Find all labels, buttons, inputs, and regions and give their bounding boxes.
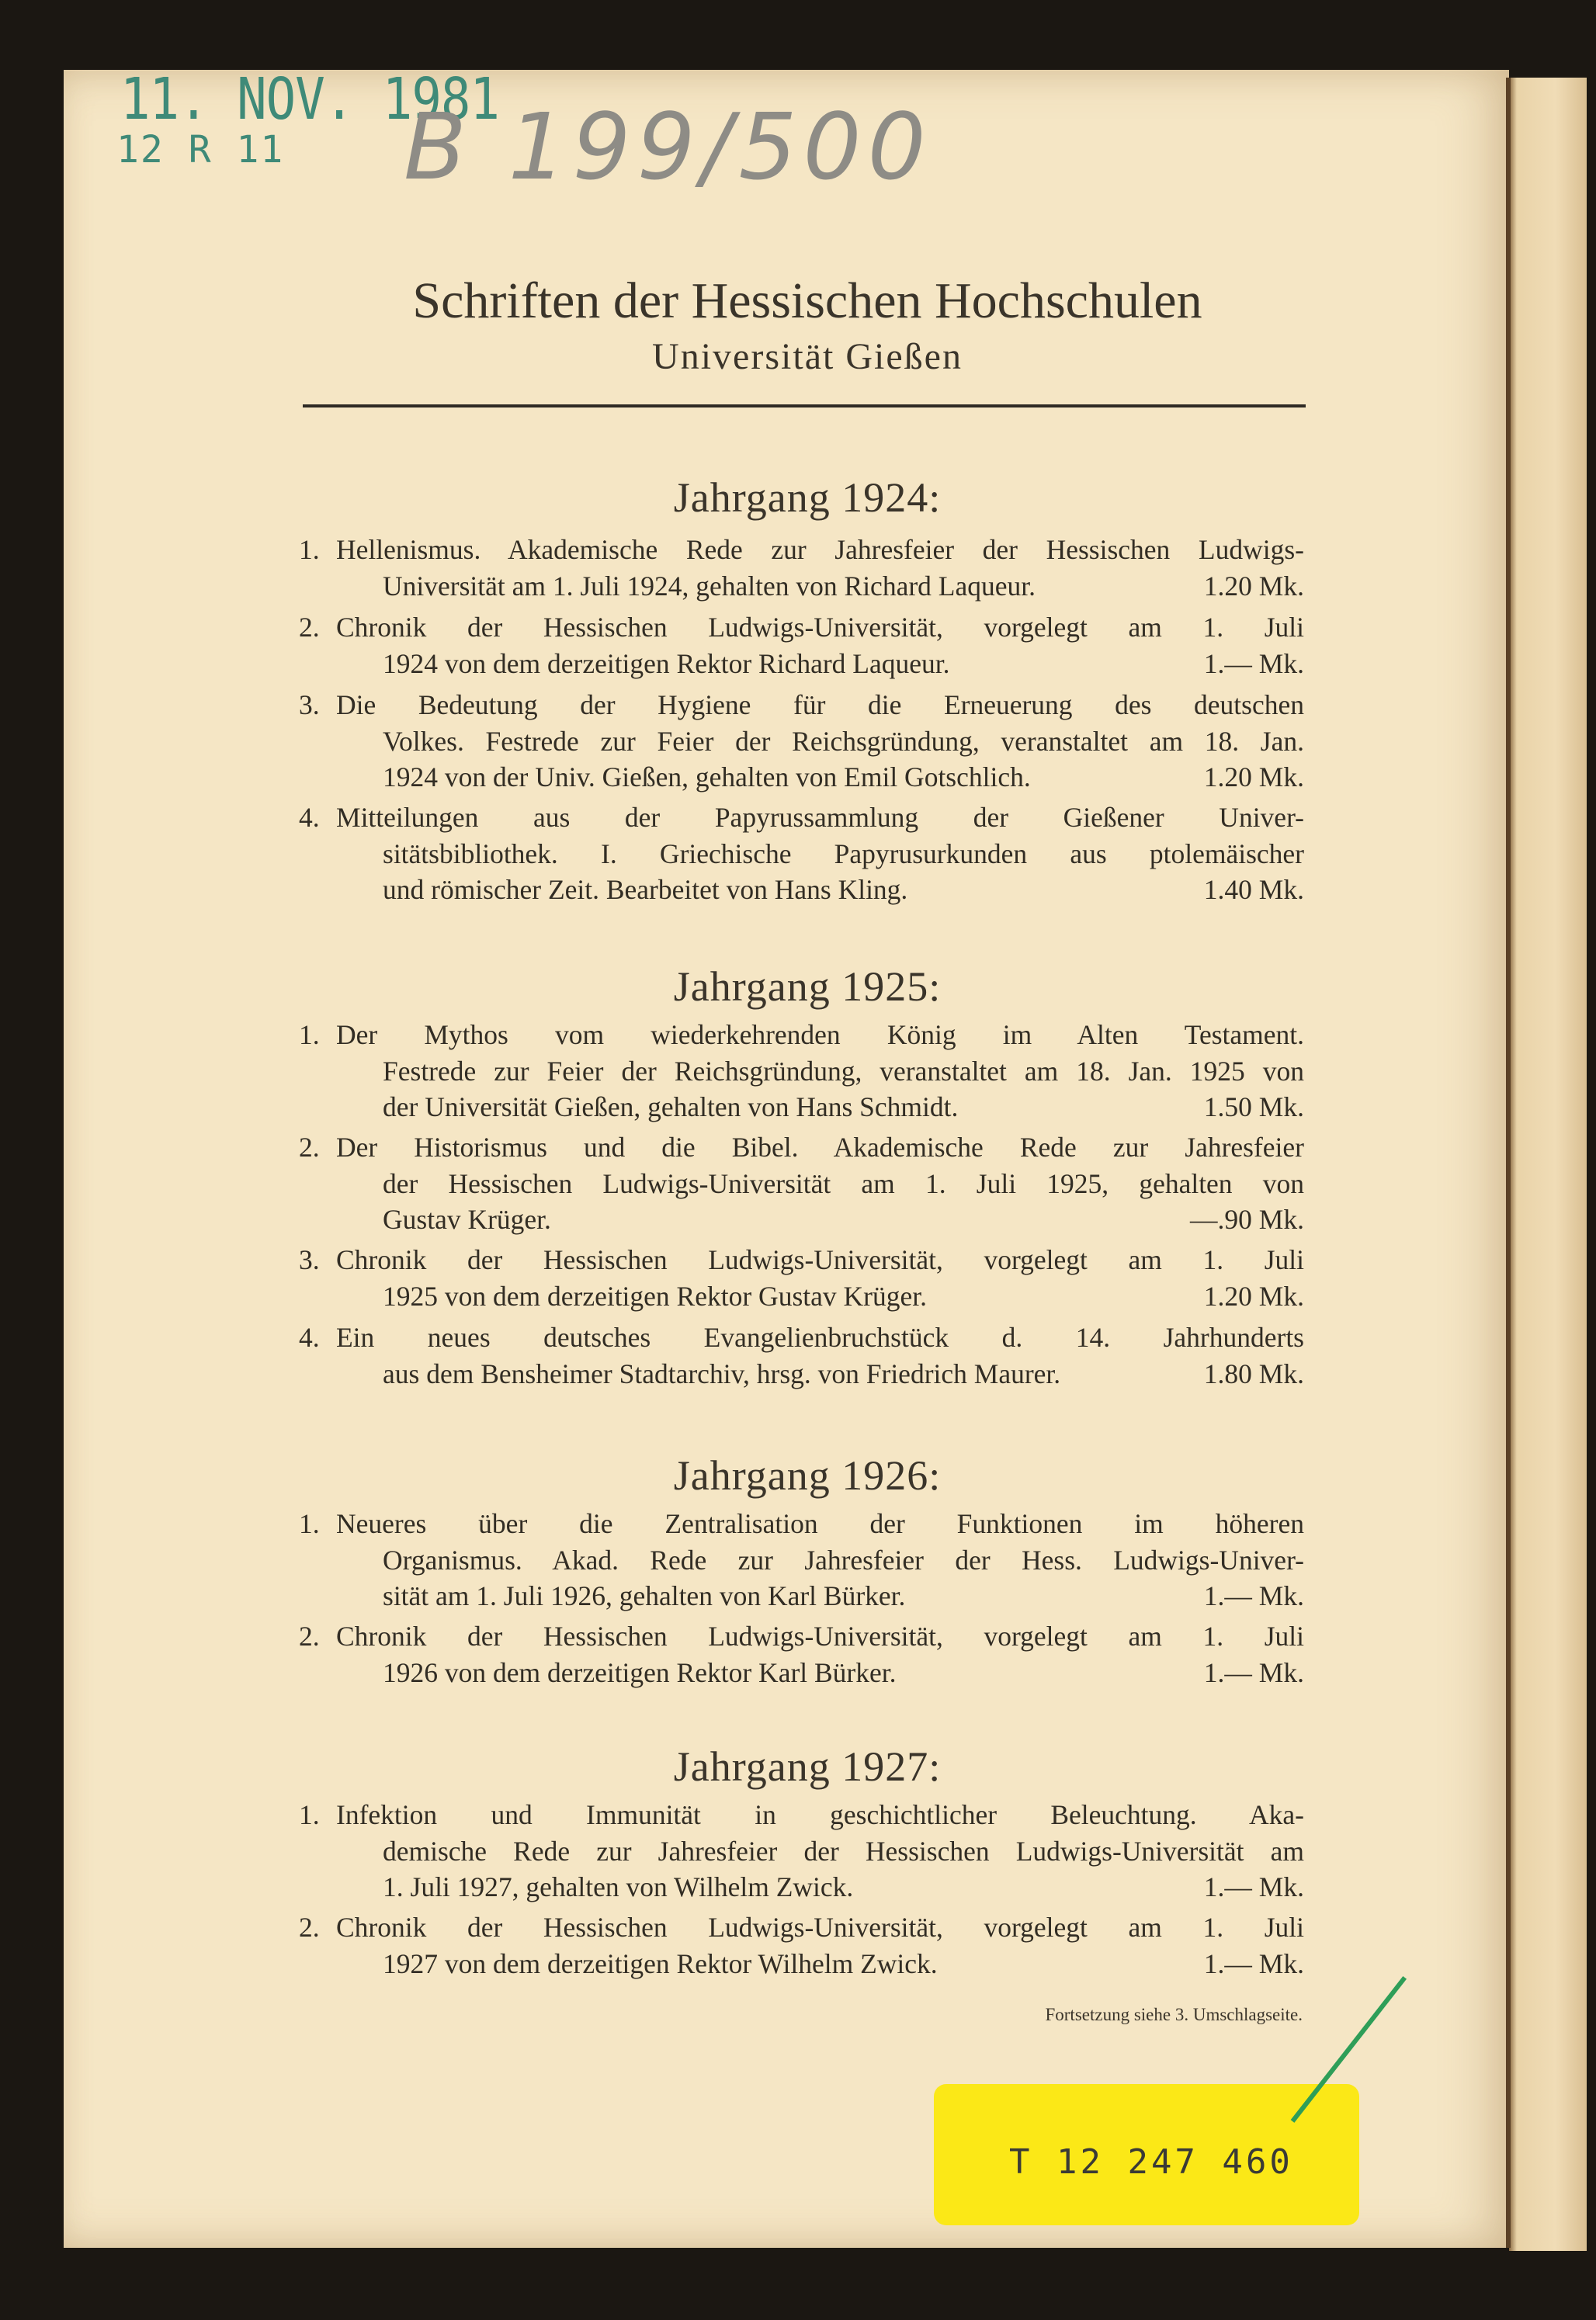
library-code-stamp: 12 R 11 — [116, 128, 285, 172]
entry-text-line: Ein neues deutsches Evangelienbruchstück d. 14. Jahrhunderts — [336, 1322, 1304, 1353]
entry-number: 2. — [299, 1132, 320, 1163]
entry-price: 1.50 Mk. — [1203, 1091, 1304, 1122]
catalog-entry — [299, 1242, 1304, 1314]
entry-text-line: und römischer Zeit. Bearbeitet von Hans Kling. 1.40 Mk. — [383, 872, 1304, 908]
entry-price: 1.— Mk. — [1203, 1580, 1304, 1611]
entry-text-line: Festrede zur Feier der Reichsgründung, veranstaltet am 18. Jan. 1925 von — [383, 1055, 1304, 1087]
title-rule — [303, 404, 1306, 407]
entry-number: 1. — [299, 1799, 320, 1830]
next-page-edge — [1509, 78, 1587, 2251]
catalog-entry — [299, 1797, 1304, 1906]
catalog-entry — [299, 799, 1304, 908]
entry-price: —.90 Mk. — [1190, 1204, 1304, 1235]
catalog-entry — [299, 1618, 1304, 1691]
page-title: Schriften der Hessischen Hochschulen — [412, 272, 1202, 329]
entry-price: 1.80 Mk. — [1203, 1358, 1304, 1389]
entry-number: 2. — [299, 612, 320, 643]
entry-text-line: demische Rede zur Jahresfeier der Hessischen Ludwigs-Universität am — [383, 1835, 1304, 1867]
entry-text-line: Chronik der Hessischen Ludwigs-Universität, vorgelegt am 1. Juli — [336, 1244, 1304, 1275]
entry-text-line: Infektion und Immunität in geschichtlicher Beleuchtung. Aka- — [336, 1799, 1304, 1830]
section-year-heading: Jahrgang 1926: — [673, 1452, 942, 1499]
entry-text-line: der Universität Gießen, gehalten von Hans Schmidt. 1.50 Mk. — [383, 1089, 1304, 1125]
entry-text-line: Chronik der Hessischen Ludwigs-Universität, vorgelegt am 1. Juli — [336, 612, 1304, 643]
entry-text-line: Universität am 1. Juli 1924, gehalten von Richard Laqueur. 1.20 Mk. — [383, 568, 1304, 605]
entry-text-line: Die Bedeutung der Hygiene für die Erneuerung des deutschen — [336, 689, 1304, 720]
library-date-stamp: 11. NOV. 1981 — [120, 67, 499, 134]
entry-number: 3. — [299, 1244, 320, 1275]
entry-text-line: Hellenismus. Akademische Rede zur Jahresfeier der Hessischen Ludwigs- — [336, 534, 1304, 565]
catalog-entry — [299, 1017, 1304, 1125]
entry-text-line: Der Mythos vom wiederkehrenden König im Alten Testament. — [336, 1019, 1304, 1050]
section-year-heading: Jahrgang 1927: — [673, 1743, 942, 1790]
entry-number: 4. — [299, 1322, 320, 1353]
page-spine — [1506, 78, 1511, 2248]
entry-text-line: der Hessischen Ludwigs-Universität am 1. Juli 1925, gehalten von — [383, 1167, 1304, 1199]
entry-text-line: Organismus. Akad. Rede zur Jahresfeier der Hess. Ludwigs-Univer- — [383, 1544, 1304, 1576]
entry-text-line: 1926 von dem derzeitigen Rektor Karl Bürker. 1.— Mk. — [383, 1655, 1304, 1691]
entry-price: 1.20 Mk. — [1203, 1280, 1304, 1312]
entry-text-line: 1924 von der Univ. Gießen, gehalten von Emil Gotschlich. 1.20 Mk. — [383, 759, 1304, 796]
entry-text-line: sitätsbibliothek. I. Griechische Papyrusurkunden aus ptolemäischer — [383, 837, 1304, 869]
entry-number: 2. — [299, 1621, 320, 1652]
entry-text-line: Gustav Krüger. —.90 Mk. — [383, 1202, 1304, 1238]
entry-text-line: Chronik der Hessischen Ludwigs-Universität, vorgelegt am 1. Juli — [336, 1912, 1304, 1943]
catalog-entry — [299, 687, 1304, 796]
entry-number: 3. — [299, 689, 320, 720]
entry-text-line: 1. Juli 1927, gehalten von Wilhelm Zwick. 1.— Mk. — [383, 1869, 1304, 1906]
catalog-entry — [299, 609, 1304, 681]
handwritten-shelfmark: B 199/500 — [404, 93, 932, 200]
entry-text-line: 1924 von dem derzeitigen Rektor Richard Laqueur. 1.— Mk. — [383, 646, 1304, 682]
entry-number: 1. — [299, 1019, 320, 1050]
section-year-heading: Jahrgang 1925: — [673, 963, 942, 1010]
entry-price: 1.20 Mk. — [1203, 761, 1304, 792]
entry-price: 1.— Mk. — [1203, 647, 1304, 679]
catalog-entry — [299, 532, 1304, 604]
entry-price: 1.20 Mk. — [1203, 570, 1304, 602]
entry-price: 1.— Mk. — [1203, 1871, 1304, 1902]
catalog-entry — [299, 1506, 1304, 1614]
entry-text-line: Chronik der Hessischen Ludwigs-Universität, vorgelegt am 1. Juli — [336, 1621, 1304, 1652]
label-number: T 12 247 460 — [1009, 2142, 1293, 2182]
entry-number: 2. — [299, 1912, 320, 1943]
section-year-heading: Jahrgang 1924: — [673, 474, 942, 521]
entry-price: 1.40 Mk. — [1203, 874, 1304, 905]
catalog-entry — [299, 1320, 1304, 1392]
entry-price: 1.— Mk. — [1203, 1947, 1304, 1979]
entry-number: 4. — [299, 802, 320, 833]
entry-text-line: Neueres über die Zentralisation der Funktionen im höheren — [336, 1508, 1304, 1539]
catalog-entry — [299, 1909, 1304, 1982]
entry-text-line: 1925 von dem derzeitigen Rektor Gustav Krüger. 1.20 Mk. — [383, 1278, 1304, 1315]
entry-number: 1. — [299, 1508, 320, 1539]
entry-text-line: Volkes. Festrede zur Feier der Reichsgründung, veranstaltet am 18. Jan. — [383, 725, 1304, 757]
entry-text-line: 1927 von dem derzeitigen Rektor Wilhelm Zwick. 1.— Mk. — [383, 1946, 1304, 1982]
entry-text-line: sität am 1. Juli 1926, gehalten von Karl Bürker. 1.— Mk. — [383, 1578, 1304, 1614]
catalog-entry — [299, 1129, 1304, 1238]
entry-text-line: Mitteilungen aus der Papyrussammlung der Gießener Univer- — [336, 802, 1304, 833]
entry-price: 1.— Mk. — [1203, 1656, 1304, 1688]
entry-text-line: Der Historismus und die Bibel. Akademische Rede zur Jahresfeier — [336, 1132, 1304, 1163]
entry-text-line: aus dem Bensheimer Stadtarchiv, hrsg. von Friedrich Maurer. 1.80 Mk. — [383, 1356, 1304, 1392]
continuation-note: Fortsetzung siehe 3. Umschlagseite. — [1045, 2005, 1303, 2024]
page-subtitle: Universität Gießen — [652, 336, 963, 377]
entry-number: 1. — [299, 534, 320, 565]
